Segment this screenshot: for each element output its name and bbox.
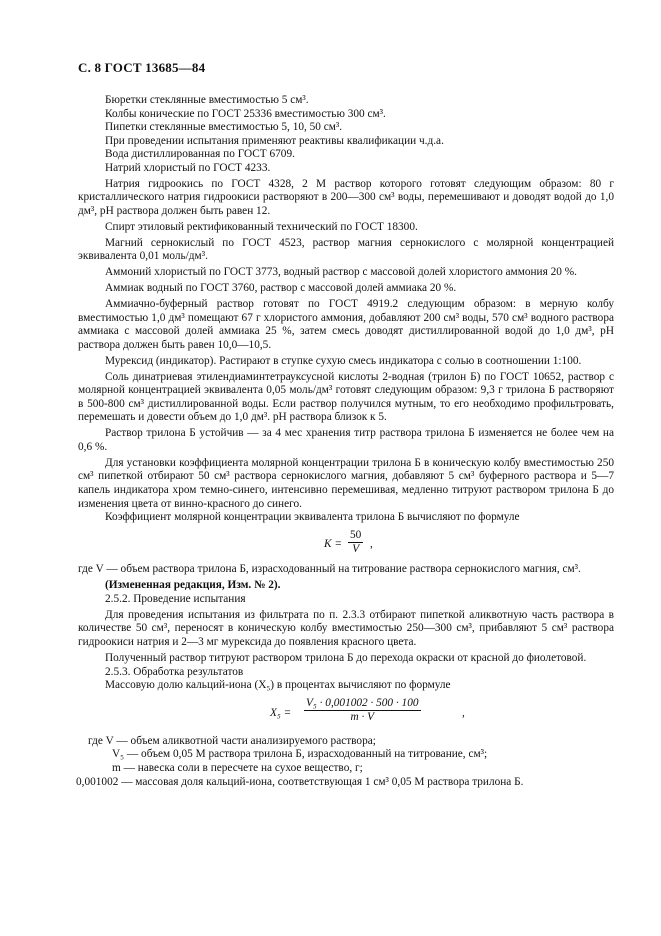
paragraph-reagents: При проведении испытания применяют реактивы квалификации ч.д.а. <box>105 134 444 147</box>
paragraph-ammonium-chloride: Аммоний хлористый по ГОСТ 3773, водный раствор с массовой долей хлористого аммония 20 %. <box>105 266 577 279</box>
paragraph-sodium-chloride: Натрий хлористый по ГОСТ 4233. <box>105 161 271 174</box>
definition-mass-fraction: 0,001002 — массовая доля кальций-иона, соответствующая 1 см³ 0,05 М раствора трилона Б. <box>76 775 524 788</box>
paragraph-burettes: Бюретки стеклянные вместимостью 5 см³. <box>105 94 309 106</box>
formula-x5-fraction <box>304 697 421 725</box>
paragraph-pipettes: Пипетки стеклянные вместимостью 5, 10, 50 см³. <box>105 121 343 134</box>
paragraph-magnesium-sulfate: Магний сернокислый по ГОСТ 4523, раствор магния сернокислого с молярной концентрацией эквивалента 0,01 моль/дм³. <box>78 236 614 263</box>
paragraph-coefficient-setup: Для установки коэффициента молярной концентрации трилона Б в коническую колбу вместимостью 250 см³ пипеткой отбирают 50 см³ раствора сернокислого магния, добавляют 5 см³ буферного раствора и 5—7 капель индикатора хром темно-синего, интенсивно перемешивая, медленно титруют раствором трилона Б до изменения цвета от винно-красного до синего. <box>78 456 614 510</box>
formula-k <box>78 529 614 559</box>
formula-k-tail: , <box>370 537 373 550</box>
paragraph-ethanol: Спирт этиловый ректификованный технический по ГОСТ 18300. <box>105 220 418 233</box>
formula-x5-tail: , <box>462 706 465 719</box>
page-header: С. 8 ГОСТ 13685—84 <box>78 60 206 75</box>
paragraph-trilon-b: Соль динатриевая этилендиаминтетрауксусной кислоты 2-водная (трилон Б) по ГОСТ 10652, раствор с молярной концентрацией эквивалента 0,05 моль/дм³ готовят следующим образом: 9,3 г трилона Б растворяют в 500-800 см³ дистиллированной воды. Если раствор получился мутным, то его необходимо профильтровать, перемешать и довести объем до 1,0 дм³. рН раствора близок к 5. <box>78 370 614 424</box>
definitions-list <box>78 735 614 789</box>
paragraph-v-definition: где V — объем раствора трилона Б, израсходованный на титрование раствора сернокислого магния, см³. <box>78 562 581 575</box>
formula-k-numerator: 50 <box>348 529 363 544</box>
paragraph-titration: Полученный раствор титруют раствором трилона Б до перехода окраски от красной до фиолетовой. <box>105 651 587 664</box>
paragraph-ammonia: Аммиак водный по ГОСТ 3760, раствор с массовой долей аммиака 20 %. <box>105 282 457 295</box>
paragraph-procedure: Для проведения испытания из фильтрата по п. 2.3.3 отбирают пипеткой аликвотную часть раствора в количестве 50 см³, переносят в коническую колбу вместимостью 250—300 см³, прибавляют 5 см³ раствора гидроокиси натрия и 2—3 мг мурексида до появления красного цвета. <box>78 608 614 649</box>
formula-k-fraction <box>348 529 363 557</box>
paragraph-calcium-intro: Массовую долю кальций-иона (X₅) в процентах вычисляют по формуле <box>105 679 451 692</box>
paragraph-buffer: Аммиачно-буферный раствор готовят по ГОСТ 4919.2 следующим образом: в мерную колбу вместимостью 1,0 дм³ помещают 67 г хлористого аммония, добавляют 200 см³ воды, 570 см³ водного раствора аммиака с массовой долей аммиака 25 %, затем смесь доводят дистиллированной водой до 1,0 дм³, рН раствора должен быть равен 10,0—10,5. <box>78 298 614 351</box>
document-body <box>78 94 614 789</box>
formula-x5-lhs: X₅ = <box>270 706 292 719</box>
formula-x5 <box>78 697 614 731</box>
paragraph-water: Вода дистиллированная по ГОСТ 6709. <box>105 148 295 161</box>
paragraph-trilon-stability: Раствор трилона Б устойчив — за 4 мес хранения титр раствора трилона Б изменяется не более чем на 0,6 %. <box>78 427 614 453</box>
formula-x5-numerator: V₅ · 0,001002 · 500 · 100 <box>304 697 421 712</box>
paragraph-flasks: Колбы конические по ГОСТ 25336 вместимостью 300 см³. <box>105 107 386 120</box>
formula-k-denominator: V <box>352 543 360 556</box>
definition-v: где V — объем аликвотной части анализируемого раствора; <box>88 734 376 747</box>
section-2-5-2: 2.5.2. Проведение испытания <box>105 592 246 605</box>
formula-k-lhs: K = <box>324 537 342 550</box>
section-2-5-3: 2.5.3. Обработка результатов <box>105 665 244 678</box>
paragraph-coefficient-intro: Коэффициент молярной концентрации эквивалента трилона Б вычисляют по формуле <box>105 511 520 524</box>
paragraph-murexide: Мурексид (индикатор). Растирают в ступке сухую смесь индикатора с солью в соотношении 1:100. <box>105 354 582 367</box>
paragraph-amendment: (Измененная редакция, Изм. № 2). <box>105 579 281 592</box>
paragraph-sodium-hydroxide: Натрия гидроокись по ГОСТ 4328, 2 М раствор которого готовят следующим образом: 80 г кристаллического натрия гидроокиси растворяют в 200—300 см³ воды, перемешивают и доводят водой до 1,0 дм³, рН раствора должен быть равен 12. <box>78 177 614 218</box>
definition-m: m — навеска соли в пересчете на сухое вещество, г; <box>112 761 363 774</box>
definition-v5: V₅ — объем 0,05 М раствора трилона Б, израсходованный на титрование, см³; <box>112 748 488 761</box>
formula-x5-denominator: m · V <box>350 711 375 724</box>
